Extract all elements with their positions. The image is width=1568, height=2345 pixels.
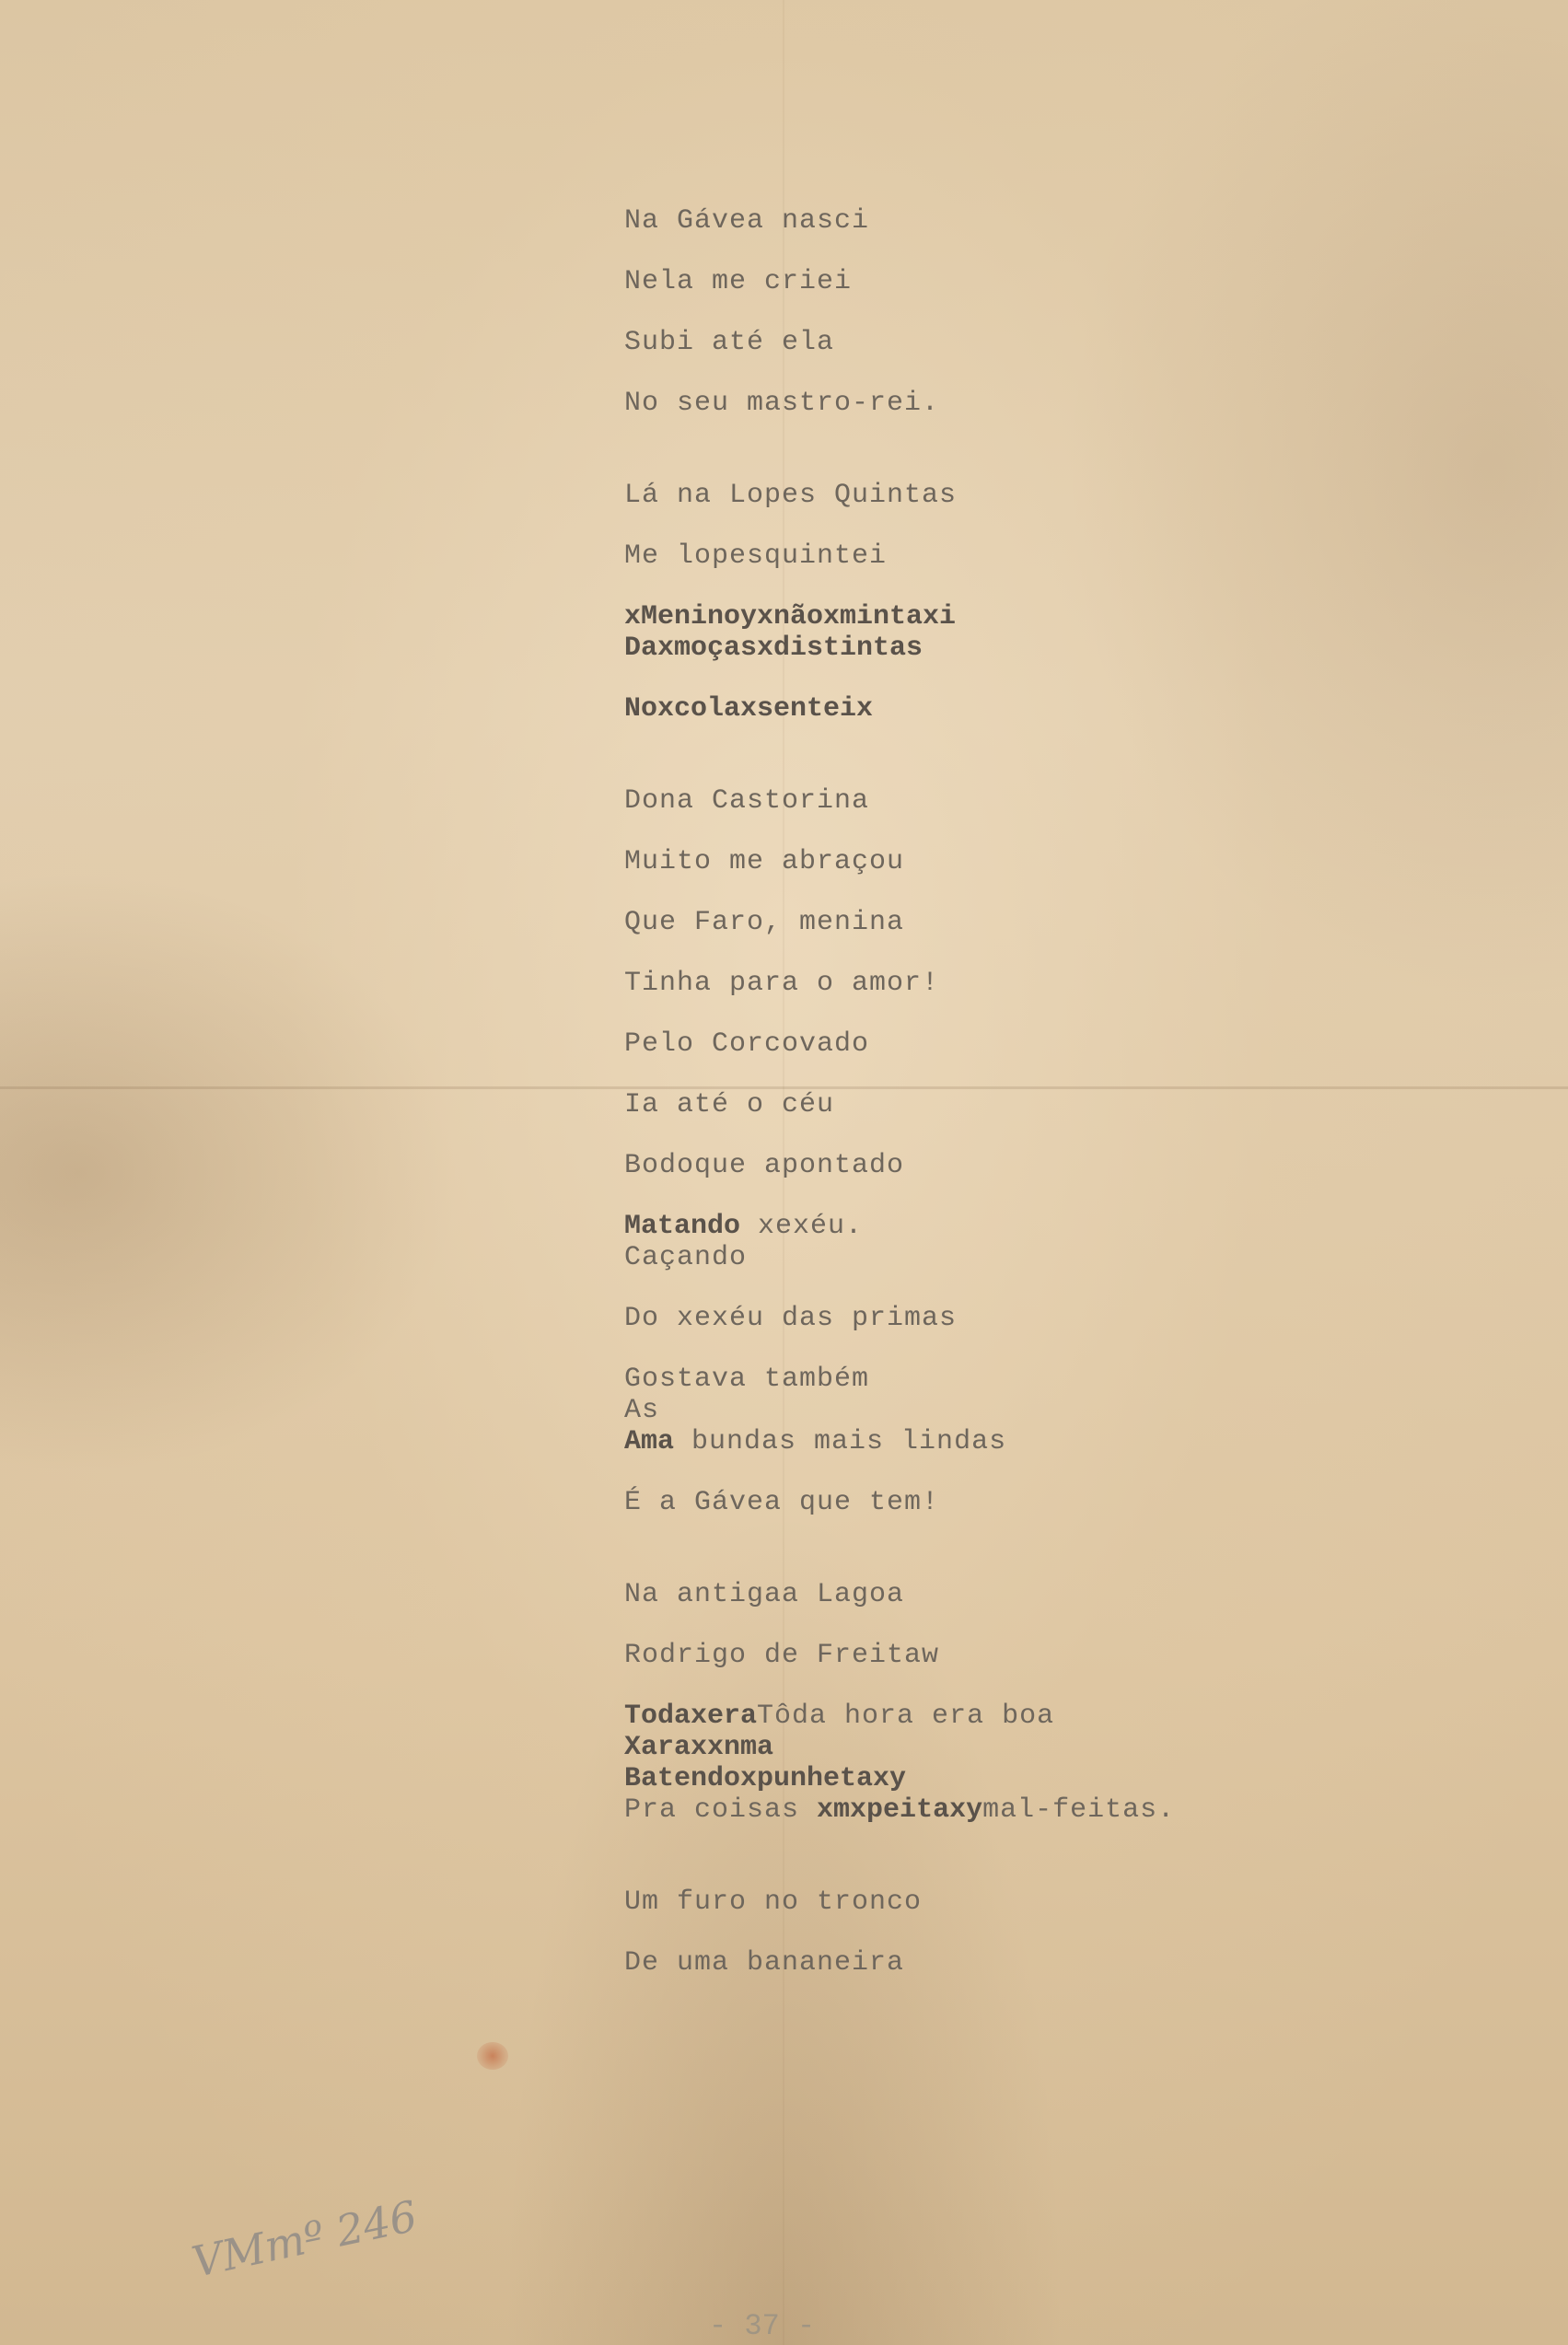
inserted-word: As — [624, 1395, 660, 1426]
poem-line: Ia até o céu — [624, 1089, 835, 1120]
stanza-2 — [624, 479, 1324, 753]
struck-line: Batendoxpunhetaxy — [624, 1763, 907, 1794]
poem-line: Tinha para o amor! — [624, 968, 940, 999]
ink-stain — [477, 2042, 508, 2070]
stanza-1 — [624, 204, 1324, 447]
poem-line: Na Gávea nasci — [624, 205, 870, 237]
poem-line: Gostava também — [624, 1364, 870, 1395]
struck-line: Daxmoçasxdistintas — [624, 633, 923, 664]
struck-word: Ama — [624, 1426, 675, 1457]
line-text: xexéu. — [740, 1211, 864, 1242]
poem-line: De uma bananeira — [624, 1947, 905, 1979]
poem-line: Na antigaa Lagoa — [624, 1579, 905, 1610]
poem-line-with-correction — [624, 1794, 1324, 1854]
struck-line: Noxcolaxsenteix — [624, 693, 874, 725]
poem-line: Nela me criei — [624, 266, 853, 297]
struck-word: xmxpeitaxy — [817, 1794, 983, 1826]
poem-line: Rodrigo de Freitaw — [624, 1640, 940, 1671]
line-text: Pra coisas — [624, 1794, 818, 1826]
stanza-5 — [624, 1886, 1324, 2007]
poem-line-with-correction — [624, 1210, 1324, 1241]
poem-line: Subi até ela — [624, 327, 835, 358]
poem-line: Dona Castorina — [624, 785, 870, 817]
poem-line-with-correction — [624, 1425, 1324, 1486]
page-number: - 37 - — [709, 2309, 816, 2343]
poem-line: Um furo no tronco — [624, 1886, 923, 1918]
struck-line: Xaraxxnma — [624, 1732, 774, 1763]
struck-line: xMeninoyxnãoxmintaxi — [624, 601, 957, 633]
poem-line: Que Faro, menina — [624, 907, 905, 938]
poem-line: No seu mastro-rei. — [624, 388, 940, 419]
line-text: mal-feitas. — [982, 1794, 1176, 1826]
poem-text — [624, 204, 1324, 2038]
poem-line-with-correction — [624, 1700, 1324, 1731]
poem-line: Me lopesquintei — [624, 540, 888, 572]
poem-line: É a Gávea que tem! — [624, 1487, 940, 1518]
stanza-4 — [624, 1578, 1324, 1854]
struck-word: Matando — [624, 1211, 741, 1242]
line-text: bundas mais lindas — [674, 1426, 1007, 1457]
poem-line: Pelo Corcovado — [624, 1028, 870, 1060]
struck-word: Todaxera — [624, 1701, 758, 1732]
poem-line: Bodoque apontado — [624, 1150, 905, 1181]
poem-line: Do xexéu das primas — [624, 1303, 958, 1334]
poem-line: Lá na Lopes Quintas — [624, 480, 958, 511]
poem-line: Muito me abraçou — [624, 846, 905, 877]
handwritten-archive-note: VMmº 246 — [187, 2190, 422, 2287]
inserted-line: Caçando — [624, 1242, 748, 1273]
stanza-3 — [624, 784, 1324, 1547]
line-text: Tôda hora era boa — [757, 1701, 1055, 1732]
